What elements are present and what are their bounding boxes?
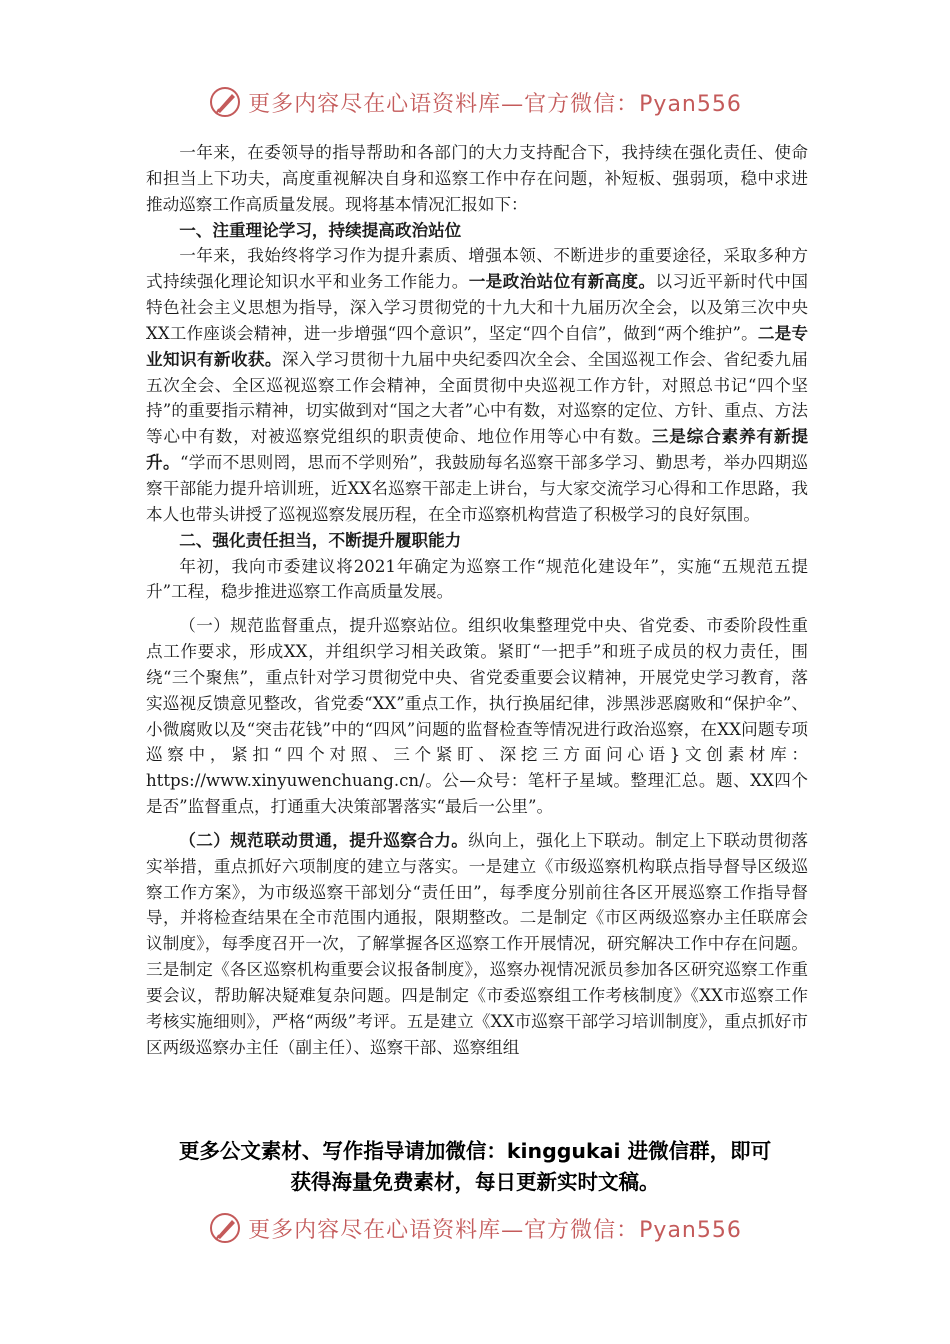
paragraph	[146, 140, 808, 218]
document-body	[146, 140, 808, 1061]
promo-line-2: 获得海量免费素材，每日更新实时文稿。	[290, 1170, 660, 1194]
paragraph	[146, 243, 808, 527]
bold-phrase: 一是政治站位有新高度。	[468, 271, 656, 292]
text-run: 二、强化责任担当，不断提升履职能力	[179, 529, 462, 550]
text-run: 一年来，在委领导的指导帮助和各部门的大力支持配合下，我持续在强化责任、使命和担当上下功夫，高度重视解决自身和巡察工作中存在问题，补短板、强弱项，稳中求进推动巡察工作高质量发展。现将基本情况汇报如下：	[146, 143, 808, 214]
banner-wechat-id: Pyan556	[639, 91, 742, 117]
bold-phrase: 二是专业知识有新收获。	[146, 322, 808, 369]
banner-text: 更多内容尽在心语资料库—官方微信：Pyan556	[248, 91, 742, 117]
bold-phrase: 三是综合素养有新提升。	[146, 426, 809, 473]
promo-text	[0, 1136, 950, 1198]
bold-phrase: （二）规范联动贯通，提升巡察合力。	[179, 829, 469, 850]
paragraph	[146, 613, 808, 820]
banner-wechat-id: Pyan556	[639, 1217, 742, 1243]
paragraph	[146, 828, 808, 1061]
text-run: （一）规范监督重点，提升巡察站位。组织收集整理党中央、省党委、市委阶段性重点工作要求，形成XX，并组织学习相关政策。紧盯“一把手”和班子成员的权力责任，围绕“三个聚焦”，重点针对学习贯彻党中央、省党委重要会议精神，开展党史学习教育，落实巡视反馈意见整改，省党委“XX”重点工作，执行换届纪律，涉黑涉恶腐败和“保护伞”、小微腐败以及“突击花钱”中的“四风”问题的监督检查等情况进行政治巡察，在XX问题专项巡察中，紧扣“四个对照、三个紧盯、深挖三方面问心语}文创素材库：https://www.xinyuwenchuang.cn/。公—众号：笔杆子星域。整理汇总。题、XX四个是否”监督重点，打通重大决策部署落实“最后一公里”。	[146, 616, 808, 817]
quill-pen-logo-icon	[208, 1211, 242, 1245]
text-run: 以习近平新时代中国特色社会主义思想为指导，深入学习贯彻党的十九大和十九届历次全会，以及第三次中央XX工作座谈会精神，进一步增强“四个意识”，坚定“四个自信”，做到“两个维护”。	[146, 272, 808, 343]
banner-text: 更多内容尽在心语资料库—官方微信：Pyan556	[248, 1217, 742, 1243]
text-run: 一、注重理论学习，持续提高政治站位	[179, 219, 462, 240]
text-run: 纵向上，强化上下联动。制定上下联动贯彻落实举措，重点抓好六项制度的建立与落实。一是建立《市级巡察机构联点指导督导区级巡察工作方案》，为市级巡察干部划分“责任田”，每季度分别前往各区开展巡察工作指导督导，并将检查结果在全市范围内通报，限期整改。二是制定《市区两级巡察办主任联席会议制度》，每季度召开一次，了解掌握各区巡察工作开展情况，研究解决工作中存在问题。三是制定《各区巡察机构重要会议报备制度》，巡察办视情况派员参加各区研究巡察工作重要会议，帮助解决疑难复杂问题。四是制定《市委巡察组工作考核制度》《XX市巡察工作考核实施细则》，严格“两级”考评。五是建立《XX市巡察干部学习培训制度》，重点抓好市区两级巡察办主任（副主任）、巡察干部、巡察组组	[146, 830, 809, 1057]
text-run: 深入学习贯彻十九届中央纪委四次全会、全国巡视工作会、省纪委九届五次全会、全区巡视巡察工作会精神，全面贯彻中央巡视工作方针，对照总书记“四个坚持”的重要指示精神，切实做到对“国之大者”心中有数，对巡察的定位、方针、重点、方法等心中有数，对被巡察党组织的职责使命、地位作用等心中有数。	[146, 349, 808, 447]
paragraph	[146, 554, 808, 606]
bottom-watermark-banner	[0, 1208, 950, 1248]
text-run: 年初，我向市委建议将2021年确定为巡察工作“规范化建设年”，实施“五规范五提升”工程，稳步推进巡察工作高质量发展。	[146, 556, 808, 602]
promo-line-1: 更多公文素材、写作指导请加微信：kinggukai 进微信群，即可	[178, 1139, 772, 1163]
text-run: “学而不思则罔，思而不学则殆”，我鼓励每名巡察干部多学习、勤思考，举办四期巡察干部能力提升培训班，近XX名巡察干部走上讲台，与大家交流学习心得和工作思路，我本人也带头讲授了巡视巡察发展历程，在全市巡察机构营造了积极学习的良好氛围。	[146, 453, 809, 524]
quill-pen-logo-icon	[208, 85, 242, 119]
section-heading	[146, 528, 808, 554]
section-heading	[146, 218, 808, 244]
text-run: 一年来，我始终将学习作为提升素质、增强本领、不断进步的重要途径，采取多种方式持续强化理论知识水平和业务工作能力。	[146, 246, 808, 292]
top-watermark-banner	[0, 82, 950, 122]
